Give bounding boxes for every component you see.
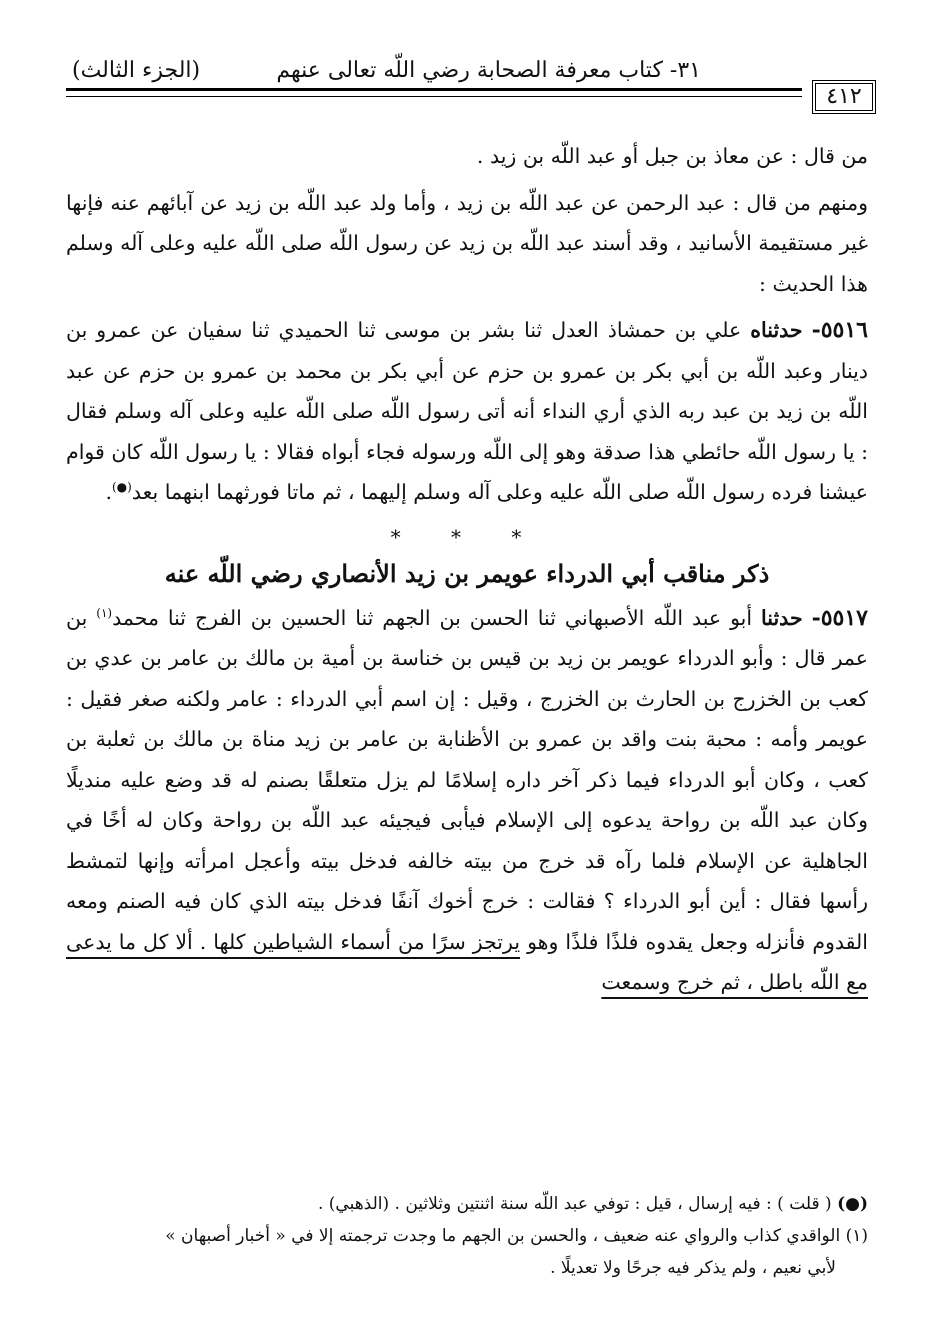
- section-heading: ذكر مناقب أبي الدرداء عويمر بن زيد الأنصاري رضي اللّه عنه: [164, 558, 770, 588]
- main-text: [66, 136, 868, 1003]
- hadith-text: أبو عبد اللّه الأصبهاني ثنا الحسن بن الجهم ثنا الحسين بن الفرج ثنا محمد: [112, 605, 753, 630]
- footnote-ref: (●): [112, 480, 132, 495]
- hadith-last-line: يرتجز سرًا من أسماء الشياطين كلها . ألا كل ما يدعى مع اللّه باطل ، ثم خرج وسمعت: [66, 929, 868, 994]
- section-divider: * * *: [390, 524, 544, 549]
- paragraph: من قال : عن معاذ بن جبل أو عبد اللّه بن زيد .: [476, 144, 868, 168]
- footnote-continuation: لأبي نعيم ، ولم يذكر فيه جرحًا ولا تعديلًا .: [550, 1258, 836, 1278]
- hadith-end: .: [105, 480, 112, 504]
- footnote: [66, 1220, 868, 1252]
- chapter-title: ٣١- كتاب معرفة الصحابة رضي اللّه تعالى عنهم: [276, 58, 701, 83]
- hadith-5516: [66, 310, 868, 513]
- footnote-text: الواقدي كذاب والرواي عنه ضعيف ، والحسن بن الجهم ما وجدت ترجمته إلا في « أخبار أصبهان »: [165, 1226, 841, 1246]
- footnotes: [66, 1188, 868, 1284]
- page-number: ٤١٢: [812, 80, 876, 114]
- footnote-mark: (●): [837, 1194, 868, 1214]
- footnote-ref: (١): [96, 605, 113, 620]
- running-header: [66, 50, 876, 90]
- hadith-text: علي بن حمشاذ العدل ثنا بشر بن موسى ثنا الحميدي ثنا سفيان عن عمرو بن دينار وعبد اللّه بن أبي بكر بن عمرو بن حزم عن أبي بكر بن محمد بن عمرو بن حزم عن عبد اللّه بن زيد بن عبد ربه الذي أري النداء أنه أتى رسول اللّه صلى اللّه عليه وعلى آله وسلم فقال : يا رسول اللّه حائطي هذا صدقة وهو إلى اللّه ورسوله فجاء أبواه فقالا : يا رسول اللّه كان قوام عيشنا فرده رسول اللّه صلى اللّه عليه وعلى آله وسلم إليهما ، ثم ماتا فورثهما ابنهما بعد: [66, 318, 868, 504]
- header-rule-thick: [66, 88, 802, 91]
- header-rule-thin: [66, 96, 802, 97]
- hadith-text: بن عمر قال : وأبو الدرداء عويمر بن زيد بن قيس بن خناسة بن أمية بن مالك بن عامر بن عدي بن كعب بن الخزرج بن الحارث بن الخزرج ، وقيل : إن اسم أبي الدرداء : عامر ولكنه صغر فقيل : عويمر وأمه : محبة بنت واقد بن عمرو بن الأظنابة بن عامر بن زيد مناة بن مالك بن ثعلبة بن كعب ، وكان أبو الدرداء فيما ذكر آخر داره إسلامًا لم يزل متعلقًا بصنم له قد وضع عليه منديلًا وكان عبد اللّه بن رواحة يدعوه إلى الإسلام فيأبى فيجيئه عبد اللّه بن رواحة وكان له أخًا في الجاهلية عن الإسلام فلما رآه قد خرج من بيته خالفه فدخل بيته وأعجل امرأته وإنها لتمشط رأسها فقال : أين أبو الدرداء ؟ فقالت : خرج أخوك آنفًا فدخل بيته الذي كان فيه الصنم ومعه القدوم فأنزله وجعل يقدوه فلذًا فلذًا وهو: [66, 605, 868, 954]
- footnote-text: ( قلت ) : فيه إرسال ، قيل : توفي عبد اللّه سنة اثنتين وثلاثين . (الذهبي) .: [317, 1194, 832, 1214]
- hadith-5517: [66, 598, 868, 1003]
- hadith-lead: حدثنا: [761, 605, 803, 630]
- volume-part: (الجزء الثالث): [72, 58, 201, 83]
- hadith-number: ٥٥١٦-: [811, 317, 868, 343]
- footnote: [66, 1188, 868, 1220]
- hadith-lead: حدثناه: [750, 318, 803, 342]
- footnote-mark: (١): [845, 1226, 868, 1246]
- hadith-number: ٥٥١٧-: [811, 604, 868, 631]
- paragraph: ومنهم من قال : عبد الرحمن عن عبد اللّه بن زيد ، وأما ولد عبد اللّه بن زيد عن آبائهم عنه فإنها غير مستقيمة الأسانيد ، وقد أسند عبد اللّه بن زيد عن رسول اللّه صلى اللّه عليه وعلى آله وسلم هذا الحديث :: [66, 190, 868, 296]
